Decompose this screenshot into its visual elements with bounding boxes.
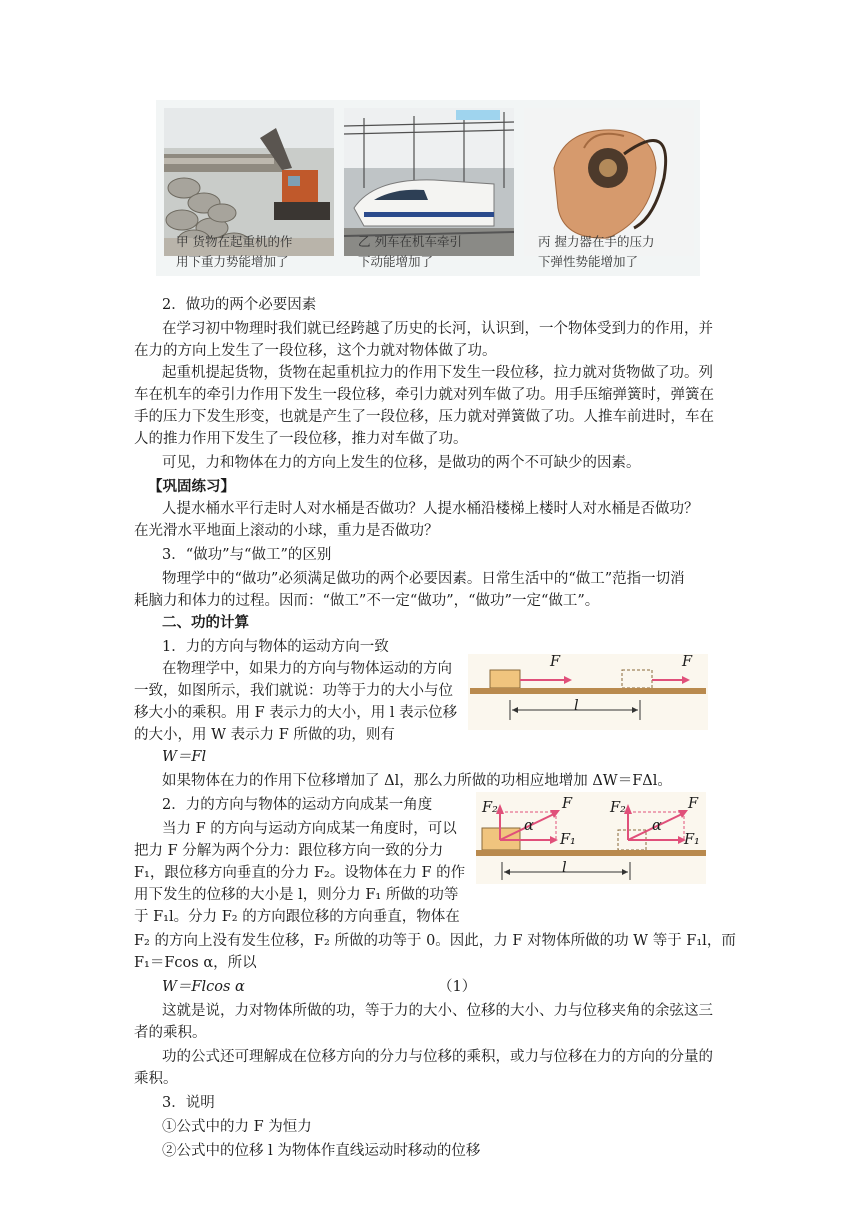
subsection-heading: 3．说明 xyxy=(162,1095,215,1111)
force-label: F xyxy=(550,654,561,670)
paragraph: 在光滑水平地面上滚动的小球，重力是否做功？ xyxy=(134,523,439,539)
displacement-label: l xyxy=(574,698,579,714)
angle-label: α xyxy=(524,818,534,834)
paragraph: F₂ 的方向上没有发生位移，F₂ 所做的功等于 0。因此，力 F 对物体所做的功 W 等于 F₁l，而 xyxy=(134,933,736,949)
paragraph: 这就是说，力对物体所做的功，等于力的大小、位移的大小、力与位移夹角的余弦这三 xyxy=(162,1003,713,1019)
subsection-heading: 2．力的方向与物体的运动方向成某一角度 xyxy=(162,797,433,813)
paragraph: 车在机车的牵引力作用下发生一段位移，牵引力就对列车做了功。用手压缩弹簧时，弹簧在 xyxy=(134,387,714,403)
paragraph: 物理学中的“做功”必须满足做功的两个必要因素。日常生活中的“做工”范指一切消 xyxy=(162,571,685,587)
figure-force-parallel xyxy=(468,654,708,730)
paragraph: 者的乘积。 xyxy=(134,1025,207,1041)
paragraph: 把力 F 分解为两个分力：跟位移方向一致的分力 xyxy=(134,843,444,859)
paragraph: F₁＝Fcos α，所以 xyxy=(134,955,257,971)
paragraph: 在学习初中物理时我们就已经跨越了历史的长河，认识到，一个物体受到力的作用，并 xyxy=(162,321,713,337)
photo-strip xyxy=(156,100,700,276)
paragraph: 可见，力和物体在力的方向上发生的位移，是做功的两个不可缺少的因素。 xyxy=(162,455,641,471)
caption-jia: 甲 货物在起重机的作 用下重力势能增加了 xyxy=(176,234,293,269)
formula: W＝Flcos α xyxy=(162,979,245,995)
paragraph: 功的公式还可理解成在位移方向的分力与位移的乘积，或力与位移在力的方向的分量的 xyxy=(162,1049,713,1065)
force-component-label: F₂ xyxy=(610,800,626,816)
paragraph: 于 F₁l。分力 F₂ 的方向跟位移的方向垂直，物体在 xyxy=(134,909,460,925)
section-heading: 3．“做功”与“做工”的区别 xyxy=(162,547,332,563)
paragraph: 乘积。 xyxy=(134,1071,178,1087)
paragraph: 起重机提起货物，货物在起重机拉力的作用下发生一段位移，拉力就对货物做了功。列 xyxy=(162,365,713,381)
paragraph: 人的推力作用下发生了一段位移，推力对车做了功。 xyxy=(134,431,468,447)
figure-force-angle xyxy=(476,792,706,884)
paragraph: 如果物体在力的作用下位移增加了 Δl，那么力所做的功相应地增加 ΔW＝FΔl。 xyxy=(162,773,672,789)
note: ①公式中的力 F 为恒力 xyxy=(162,1119,312,1135)
formula: W＝Fl xyxy=(162,749,207,765)
paragraph: 当力 F 的方向与运动方向成某一角度时，可以 xyxy=(162,821,457,837)
paragraph: 在力的方向上发生了一段位移，这个力就对物体做了功。 xyxy=(134,343,497,359)
note: ②公式中的位移 l 为物体作直线运动时移动的位移 xyxy=(162,1143,481,1159)
paragraph: 移大小的乘积。用 F 表示力的大小，用 l 表示位移 xyxy=(134,705,458,721)
paragraph: 人提水桶水平行走时人对水桶是否做功？人提水桶沿楼梯上楼时人对水桶是否做功？ xyxy=(162,501,699,517)
paragraph: 一致，如图所示，我们就说：功等于力的大小与位 xyxy=(134,683,453,699)
angle-label: α xyxy=(652,818,662,834)
force-component-label: F₁ xyxy=(560,832,576,848)
force-component-label: F₂ xyxy=(482,800,498,816)
force-label: F xyxy=(682,654,693,670)
force-label: F xyxy=(688,796,699,812)
equation-number: （1） xyxy=(438,979,477,995)
paragraph: 手的压力下发生形变，也就是产生了一段位移，压力就对弹簧做了功。人推车前进时，车在 xyxy=(134,409,714,425)
section-heading: 2．做功的两个必要因素 xyxy=(162,297,317,313)
paragraph: 耗脑力和体力的过程。因而：“做工”不一定“做功”，“做功”一定“做工”。 xyxy=(134,593,600,609)
force-label: F xyxy=(562,796,573,812)
paragraph: 用下发生的位移的大小是 l，则分力 F₁ 所做的功等 xyxy=(134,887,459,903)
force-component-label: F₁ xyxy=(684,832,700,848)
paragraph: 的大小，用 W 表示力 F 所做的功，则有 xyxy=(134,727,395,743)
caption-bing: 丙 握力器在手的压力 下弹性势能增加了 xyxy=(538,234,655,269)
paragraph: F₁，跟位移方向垂直的分力 F₂。设物体在力 F 的作 xyxy=(134,865,466,881)
exercise-title: 【巩固练习】 xyxy=(148,478,235,495)
subsection-heading: 1．力的方向与物体的运动方向一致 xyxy=(162,639,389,655)
caption-yi: 乙 列车在机车牵引 下动能增加了 xyxy=(358,234,462,269)
section-heading: 二、功的计算 xyxy=(162,614,249,631)
displacement-label: l xyxy=(562,860,567,876)
paragraph: 在物理学中，如果力的方向与物体运动的方向 xyxy=(162,661,452,677)
